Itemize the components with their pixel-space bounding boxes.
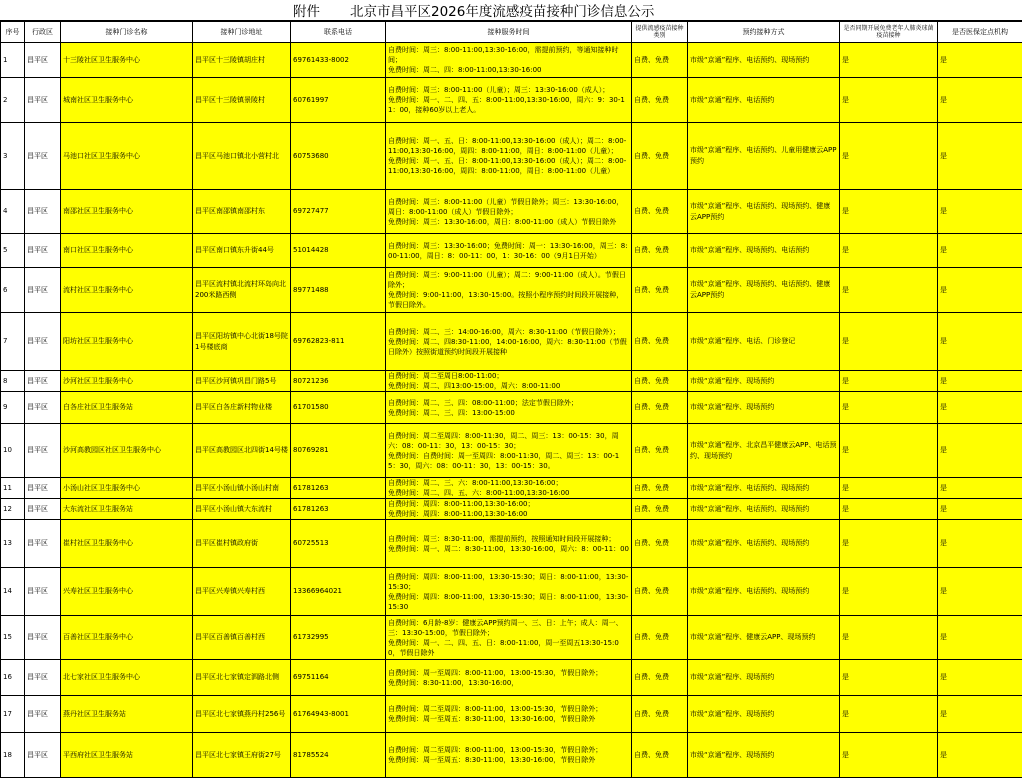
- table-row: [1, 392, 1022, 424]
- clinic-name: 马池口社区卫生服务中心: [61, 123, 193, 190]
- row-number: 16: [1, 660, 25, 696]
- row-number: 14: [1, 568, 25, 616]
- clinic-address: 昌平区高教园区北四街14号楼: [193, 424, 291, 478]
- clinic-phone: 80721236: [291, 371, 386, 392]
- vaccine-category: 自费、免费: [632, 568, 688, 616]
- service-time: 自费时间：周二至周日8:00-11:00； 免费时间：周二、四13:00-15:00，周六：8:00-11:00: [386, 371, 632, 392]
- clinic-phone: 13366964021: [291, 568, 386, 616]
- district-cell: 昌平区: [25, 568, 61, 616]
- service-time: 自费时间：周二至周四：8:00-11:00，13:00-15:30，节假日除外； 免费时间：周一至周五：8:30-11:00，13:30-16:00，节假日除外: [386, 696, 632, 733]
- table-row: [1, 660, 1022, 696]
- clinic-name: 城南社区卫生服务中心: [61, 78, 193, 123]
- clinic-address: 昌平区南口镇东升街44号: [193, 234, 291, 268]
- district-cell: 昌平区: [25, 268, 61, 313]
- clinic-phone: 60753680: [291, 123, 386, 190]
- clinic-phone: 60761997: [291, 78, 386, 123]
- district-cell: 昌平区: [25, 190, 61, 234]
- row-number: 4: [1, 190, 25, 234]
- clinic-name: 小汤山社区卫生服务中心: [61, 478, 193, 499]
- header-clinic-name: 接种门诊名称: [61, 22, 193, 43]
- header-phone: 联系电话: [291, 22, 386, 43]
- service-time: 自费时间：周一、五、日：8:00-11:00,13:30-16:00（成人）；周二：8:00-11:00,13:30-16:00，周四：8:00-11:00，周日：8:00-11:00（儿童）； 免费时间：周一、五、日：8:00-11:00,13:30-16:00（成人）；周二：8:00-11:00,13:30-16:00，周四：8:00-11:00，周日：8:00-11:00（儿童）: [386, 123, 632, 190]
- district-cell: 昌平区: [25, 478, 61, 499]
- table-row: [1, 123, 1022, 190]
- clinic-address: 昌平区北七家镇定泗路北侧: [193, 660, 291, 696]
- service-time: 自费时间：周二、三、四：08:00-11:00；法定节假日除外； 免费时间：周二、三、四：13:00-15:00: [386, 392, 632, 424]
- service-time: 自费时间：周二、三：14:00-16:00，周六：8:30-11:00（节假日除外）； 免费时间：周二、四8:30-11:00，14:00-16:00，周六：8:30-11:00（节假日除外）按照街道预约时间段开展接种: [386, 313, 632, 371]
- table-row: [1, 190, 1022, 234]
- clinic-name: 兴寿社区卫生服务中心: [61, 568, 193, 616]
- district-cell: 昌平区: [25, 520, 61, 568]
- table-row: [1, 568, 1022, 616]
- page-title: 北京市昌平区2026年度流感疫苗接种门诊信息公示: [350, 4, 655, 20]
- service-time: 自费时间：周四：8:00-11:00,13:30-16:00； 免费时间：周四：8:00-11:00,13:30-16:00: [386, 499, 632, 520]
- vaccine-category: 自费、免费: [632, 520, 688, 568]
- district-cell: 昌平区: [25, 234, 61, 268]
- table-row: [1, 478, 1022, 499]
- table-row: [1, 268, 1022, 313]
- insurance-status: 是: [938, 733, 1022, 778]
- pneumo-vaccination: 是: [840, 78, 938, 123]
- vaccine-category: 自费、免费: [632, 616, 688, 660]
- service-time: 自费时间：周三：9:00-11:00（儿童）；周二：9:00-11:00（成人）。节假日除外； 免费时间：9:00-11:00，13:30-15:00。按照小程序预约时间段开展接种，节假日除外。: [386, 268, 632, 313]
- row-number: 17: [1, 696, 25, 733]
- row-number: 13: [1, 520, 25, 568]
- district-cell: 昌平区: [25, 499, 61, 520]
- clinic-name: 阳坊社区卫生服务中心: [61, 313, 193, 371]
- district-cell: 昌平区: [25, 392, 61, 424]
- clinic-phone: 69761433-8002: [291, 43, 386, 78]
- clinic-phone: 61781263: [291, 499, 386, 520]
- clinic-name: 流村社区卫生服务中心: [61, 268, 193, 313]
- insurance-status: 是: [938, 499, 1022, 520]
- header-row: [1, 22, 1022, 43]
- pneumo-vaccination: 是: [840, 733, 938, 778]
- row-number: 3: [1, 123, 25, 190]
- service-time: 自费时间：周二至周四：8:00-11:00，13:00-15:30，节假日除外； 免费时间：周一至周五：8:30-11:00，13:30-16:00，节假日除外: [386, 733, 632, 778]
- clinic-name: 南邵社区卫生服务中心: [61, 190, 193, 234]
- district-cell: 昌平区: [25, 78, 61, 123]
- header-booking: 预约接种方式: [688, 22, 840, 43]
- row-number: 15: [1, 616, 25, 660]
- pneumo-vaccination: 是: [840, 190, 938, 234]
- insurance-status: 是: [938, 78, 1022, 123]
- table-row: [1, 696, 1022, 733]
- service-time: 自费时间：周三：8:00-11:00（儿童）节假日除外；周三：13:30-16:00，周日：8:00-11:00（成人）节假日除外； 免费时间：周三：13:30-16:00，周日：8:00-11:00（成人）节假日除外: [386, 190, 632, 234]
- row-number: 12: [1, 499, 25, 520]
- pneumo-vaccination: 是: [840, 696, 938, 733]
- vaccine-category: 自费、免费: [632, 190, 688, 234]
- clinic-address: 昌平区十三陵镇胡庄村: [193, 43, 291, 78]
- pneumo-vaccination: 是: [840, 313, 938, 371]
- pneumo-vaccination: 是: [840, 520, 938, 568]
- header-pneumo: 是否同期开展免费老年人肺炎球菌疫苗接种: [840, 22, 938, 43]
- vaccine-category: 自费、免费: [632, 78, 688, 123]
- row-number: 8: [1, 371, 25, 392]
- insurance-status: 是: [938, 123, 1022, 190]
- clinic-address: 昌平区小汤山镇小汤山村南: [193, 478, 291, 499]
- booking-method: 市级“京通”程序、电话、门诊登记: [688, 313, 840, 371]
- clinic-phone: 61764943-8001: [291, 696, 386, 733]
- service-time: 自费时间：6月龄-8岁：健康云APP预约周一、三、日：上午；成人：周一、三：13:30-15:00，节假日除外； 免费时间：周一、二、四、五、日：8:00-11:00，周一至周五13:30-15:00，节假日除外: [386, 616, 632, 660]
- district-cell: 昌平区: [25, 313, 61, 371]
- service-time: 自费时间：周三：13:30-16:00；免费时间：周一：13:30-16:00，周三：8:00-11:00，周日：8：00-11：00，1：30-16：00（9月1日开始）: [386, 234, 632, 268]
- clinic-address: 昌平区白各庄新村物业楼: [193, 392, 291, 424]
- clinic-phone: 69762823-811: [291, 313, 386, 371]
- clinic-name: 沙河高教园区社区卫生服务中心: [61, 424, 193, 478]
- clinic-table: [0, 21, 1022, 778]
- insurance-status: 是: [938, 616, 1022, 660]
- vaccine-category: 自费、免费: [632, 696, 688, 733]
- pneumo-vaccination: 是: [840, 234, 938, 268]
- insurance-status: 是: [938, 660, 1022, 696]
- row-number: 10: [1, 424, 25, 478]
- insurance-status: 是: [938, 568, 1022, 616]
- table-row: [1, 43, 1022, 78]
- table-row: [1, 424, 1022, 478]
- vaccine-category: 自费、免费: [632, 392, 688, 424]
- insurance-status: 是: [938, 424, 1022, 478]
- table-row: [1, 234, 1022, 268]
- vaccine-category: 自费、免费: [632, 313, 688, 371]
- booking-method: 市级“京通”程序、现场预约、电话预约、健康云APP预约: [688, 268, 840, 313]
- clinic-address: 昌平区阳坊镇中心北街18号院1号楼底商: [193, 313, 291, 371]
- clinic-address: 昌平区崔村镇政府街: [193, 520, 291, 568]
- clinic-address: 昌平区流村镇北流村环岛向北200米路西侧: [193, 268, 291, 313]
- pneumo-vaccination: 是: [840, 478, 938, 499]
- vaccine-category: 自费、免费: [632, 234, 688, 268]
- booking-method: 市级“京通”程序、现场预约: [688, 660, 840, 696]
- service-time: 自费时间：周二至周四：8:00-11:30，周二、周三：13：00-15：30，周六：08：00-11：30，13：00-15：30； 免费时间：自费时间：周一至周四：8:00-11:30，周二、周三：13：00-15：30，周六：08：00-11：30，13：00-15：30。: [386, 424, 632, 478]
- service-time: 自费时间：周二、三、六：8:00-11:00,13:30-16:00； 免费时间：周二、四、五、六：8:00-11:00,13:30-16:00: [386, 478, 632, 499]
- clinic-phone: 60725513: [291, 520, 386, 568]
- pneumo-vaccination: 是: [840, 43, 938, 78]
- pneumo-vaccination: 是: [840, 371, 938, 392]
- booking-method: 市级“京通”程序、现场预约: [688, 696, 840, 733]
- clinic-name: 南口社区卫生服务中心: [61, 234, 193, 268]
- clinic-address: 昌平区小汤山镇大东流村: [193, 499, 291, 520]
- table-row: [1, 616, 1022, 660]
- clinic-address: 昌平区十三陵镇景陵村: [193, 78, 291, 123]
- service-time: 自费时间：周四：8:00-11:00，13:30-15:30；周日：8:00-11:00，13:30-15:30； 免费时间：周四：8:00-11:00，13:30-15:30；周日：8:00-11:00，13:30-15:30: [386, 568, 632, 616]
- clinic-name: 十三陵社区卫生服务中心: [61, 43, 193, 78]
- clinic-phone: 89771488: [291, 268, 386, 313]
- pneumo-vaccination: 是: [840, 568, 938, 616]
- clinic-name: 北七家社区卫生服务中心: [61, 660, 193, 696]
- booking-method: 市级“京通”程序、现场预约: [688, 371, 840, 392]
- pneumo-vaccination: 是: [840, 123, 938, 190]
- insurance-status: 是: [938, 371, 1022, 392]
- district-cell: 昌平区: [25, 424, 61, 478]
- vaccine-category: 自费、免费: [632, 499, 688, 520]
- vaccine-category: 自费、免费: [632, 733, 688, 778]
- table-row: [1, 313, 1022, 371]
- clinic-name: 沙河社区卫生服务中心: [61, 371, 193, 392]
- row-number: 9: [1, 392, 25, 424]
- booking-method: 市级“京通”程序、电话预约、现场预约: [688, 499, 840, 520]
- header-category: 提供流感疫苗接种类别: [632, 22, 688, 43]
- clinic-address: 昌平区北七家镇王府街27号: [193, 733, 291, 778]
- insurance-status: 是: [938, 190, 1022, 234]
- district-cell: 昌平区: [25, 733, 61, 778]
- booking-method: 市级“京通”程序、现场预约: [688, 392, 840, 424]
- clinic-name: 崔村社区卫生服务中心: [61, 520, 193, 568]
- booking-method: 市级“京通”程序、健康云APP、现场预约: [688, 616, 840, 660]
- vaccine-category: 自费、免费: [632, 478, 688, 499]
- vaccine-category: 自费、免费: [632, 424, 688, 478]
- row-number: 7: [1, 313, 25, 371]
- insurance-status: 是: [938, 313, 1022, 371]
- insurance-status: 是: [938, 43, 1022, 78]
- table-row: [1, 733, 1022, 778]
- clinic-address: 昌平区兴寿镇兴寿村西: [193, 568, 291, 616]
- insurance-status: 是: [938, 234, 1022, 268]
- table-row: [1, 499, 1022, 520]
- clinic-address: 昌平区马池口镇北小营村北: [193, 123, 291, 190]
- service-time: 自费时间：周三：8:30-11:00，需提前预约，按照通知时间段开展接种； 免费时间：周一、周二：8:30-11:00，13:30-16:00，周六：8：00-11：00: [386, 520, 632, 568]
- pneumo-vaccination: 是: [840, 616, 938, 660]
- district-cell: 昌平区: [25, 696, 61, 733]
- clinic-name: 大东流社区卫生服务站: [61, 499, 193, 520]
- insurance-status: 是: [938, 696, 1022, 733]
- clinic-address: 昌平区南邵镇南邵村东: [193, 190, 291, 234]
- booking-method: 市级“京通”程序、电话预约、现场预约: [688, 520, 840, 568]
- header-no: 序号: [1, 22, 25, 43]
- row-number: 18: [1, 733, 25, 778]
- vaccine-category: 自费、免费: [632, 43, 688, 78]
- booking-method: 市级“京通”程序、现场预约: [688, 733, 840, 778]
- vaccine-category: 自费、免费: [632, 123, 688, 190]
- row-number: 1: [1, 43, 25, 78]
- attachment-label: 附件: [293, 4, 320, 20]
- clinic-phone: 81785524: [291, 733, 386, 778]
- clinic-address: 昌平区沙河镇巩昌门路5号: [193, 371, 291, 392]
- clinic-phone: 61701580: [291, 392, 386, 424]
- clinic-address: 昌平区百善镇百善村西: [193, 616, 291, 660]
- clinic-phone: 51014428: [291, 234, 386, 268]
- clinic-address: 昌平区北七家镇燕丹村256号: [193, 696, 291, 733]
- booking-method: 市级“京通”程序、电话预约、现场预约、健康云APP预约: [688, 190, 840, 234]
- clinic-name: 燕丹社区卫生服务站: [61, 696, 193, 733]
- vaccine-category: 自费、免费: [632, 268, 688, 313]
- row-number: 6: [1, 268, 25, 313]
- booking-method: 市级“京通”程序、电话预约、现场预约: [688, 568, 840, 616]
- row-number: 11: [1, 478, 25, 499]
- sheet-title: [0, 0, 1022, 21]
- pneumo-vaccination: 是: [840, 660, 938, 696]
- booking-method: 市级“京通”程序、现场预约、电话预约: [688, 234, 840, 268]
- table-row: [1, 371, 1022, 392]
- booking-method: 市级“京通”程序、电话预约、儿童用健康云APP预约: [688, 123, 840, 190]
- booking-method: 市级“京通”程序、北京昌平健康云APP、电话预约、现场预约: [688, 424, 840, 478]
- clinic-name: 平西府社区卫生服务站: [61, 733, 193, 778]
- service-time: 自费时间：周三：8:00-11:00,13:30-16:00，需提前预约，等通知接种时间； 免费时间：周二、四：8:00-11:00,13:30-16:00: [386, 43, 632, 78]
- booking-method: 市级“京通”程序、电话预约、现场预约: [688, 43, 840, 78]
- pneumo-vaccination: 是: [840, 392, 938, 424]
- header-insurance: 是否医保定点机构: [938, 22, 1022, 43]
- vaccine-category: 自费、免费: [632, 660, 688, 696]
- table-row: [1, 520, 1022, 568]
- pneumo-vaccination: 是: [840, 424, 938, 478]
- district-cell: 昌平区: [25, 371, 61, 392]
- row-number: 5: [1, 234, 25, 268]
- row-number: 2: [1, 78, 25, 123]
- insurance-status: 是: [938, 268, 1022, 313]
- clinic-phone: 61732995: [291, 616, 386, 660]
- service-time: 自费时间：周三：8:00-11:00（儿童）；周三：13:30-16:00（成人）； 免费时间：周一、二、四、五：8:00-11:00,13:30-16:00，周六：9：30-11：00，接种60岁以上老人。: [386, 78, 632, 123]
- district-cell: 昌平区: [25, 43, 61, 78]
- district-cell: 昌平区: [25, 660, 61, 696]
- clinic-phone: 80769281: [291, 424, 386, 478]
- booking-method: 市级“京通”程序、电话预约、现场预约: [688, 478, 840, 499]
- insurance-status: 是: [938, 478, 1022, 499]
- pneumo-vaccination: 是: [840, 499, 938, 520]
- district-cell: 昌平区: [25, 123, 61, 190]
- pneumo-vaccination: 是: [840, 268, 938, 313]
- table-row: [1, 78, 1022, 123]
- insurance-status: 是: [938, 392, 1022, 424]
- district-cell: 昌平区: [25, 616, 61, 660]
- clinic-phone: 69727477: [291, 190, 386, 234]
- clinic-phone: 69751164: [291, 660, 386, 696]
- header-address: 接种门诊地址: [193, 22, 291, 43]
- clinic-name: 白各庄社区卫生服务站: [61, 392, 193, 424]
- header-district: 行政区: [25, 22, 61, 43]
- booking-method: 市级“京通”程序、电话预约: [688, 78, 840, 123]
- clinic-name: 百善社区卫生服务中心: [61, 616, 193, 660]
- header-service-time: 接种服务时间: [386, 22, 632, 43]
- service-time: 自费时间：周一至周四：8:00-11:00，13:00-15:30，节假日除外； 免费时间：8:30-11:00，13:30-16:00，: [386, 660, 632, 696]
- vaccine-category: 自费、免费: [632, 371, 688, 392]
- clinic-phone: 61781263: [291, 478, 386, 499]
- insurance-status: 是: [938, 520, 1022, 568]
